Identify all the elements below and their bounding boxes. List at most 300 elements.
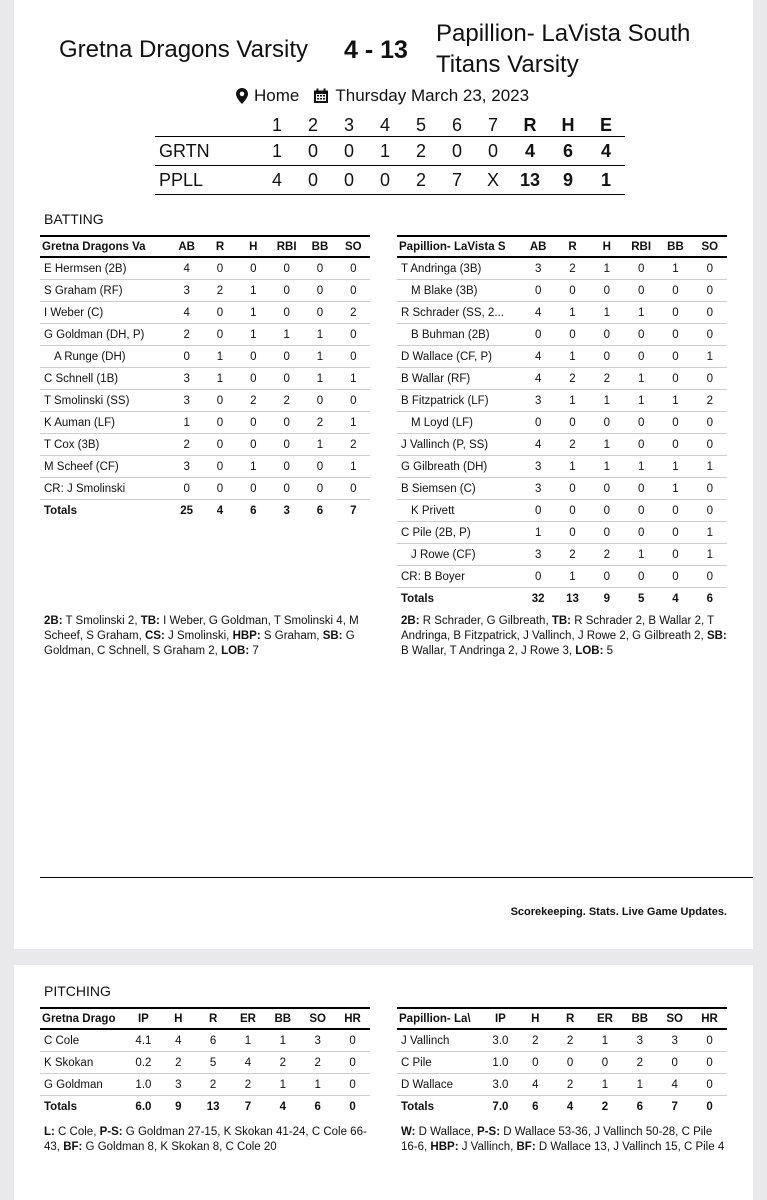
stat-cell: 4 [521,368,555,390]
stat-column-header[interactable]: SO [657,1008,692,1029]
stat-cell: 1 [555,456,589,478]
stat-cell: 1 [590,456,624,478]
stat-column-header[interactable]: R [555,236,589,257]
player-name[interactable]: G Goldman (DH, P) [40,324,170,346]
stat-cell: 2 [203,280,236,302]
totals-cell: 25 [180,504,194,517]
player-name[interactable]: T Cox (3B) [40,434,170,456]
note-value: J Smolinski, [164,630,233,642]
stat-cell: 0 [303,257,336,280]
stat-cell: 2 [300,1052,335,1074]
stat-cell: 3 [170,280,203,302]
player-name[interactable]: G Goldman [40,1074,126,1096]
player-name[interactable]: B Siemsen (C) [397,478,521,500]
note-key: 2B: [401,615,420,627]
stat-cell: 0 [521,324,555,346]
stat-cell: 4 [161,1029,196,1052]
stat-cell: 0 [303,390,336,412]
stat-cell: 1 [590,302,624,324]
player-name[interactable]: J Rowe (CF) [397,544,521,566]
totals-row [397,1096,727,1118]
player-row[interactable] [40,456,370,478]
player-row[interactable] [397,257,727,280]
linescore-team-header [155,114,259,137]
stat-cell: 0 [337,324,370,346]
stat-cell: 0 [693,257,727,280]
note-value: I Weber, G Goldman, T Smolinski 4, M Scheef, S Graham, [44,615,359,642]
stat-cell: 4 [521,434,555,456]
stat-cell: 1 [203,368,236,390]
stat-cell: 0 [658,544,692,566]
stat-column-header[interactable]: H [237,236,270,257]
stat-cell: 1 [237,302,270,324]
linescore-col-header: 6 [451,114,462,135]
player-name[interactable]: B Buhman (2B) [397,324,521,346]
stat-column-header[interactable]: BB [265,1008,300,1029]
linescore-inning-cell: 0 [331,137,367,166]
player-name[interactable]: C Pile (2B, P) [397,522,521,544]
note-value: B Wallar, T Andringa 2, J Rowe 3, [401,645,576,657]
stat-cell: 0 [658,500,692,522]
stat-cell: 0 [555,324,589,346]
linescore-h-cell: 9 [549,166,587,195]
stat-cell: 1.0 [126,1074,161,1096]
player-row[interactable] [40,1074,370,1096]
batting-notes-away [401,614,731,659]
player-row[interactable] [397,390,727,412]
away-team-name[interactable]: Papillion- LaVista South Titans Varsity [436,20,691,78]
stat-cell: 3 [170,390,203,412]
player-row[interactable] [397,500,727,522]
game-meta [236,86,529,106]
stat-cell: 2 [518,1029,553,1052]
linescore-col-header: 5 [415,114,426,135]
stat-cell: 0 [590,324,624,346]
stat-cell: 0 [624,434,658,456]
stat-cell: 1 [270,324,303,346]
stat-cell: 1 [588,1074,623,1096]
player-name[interactable]: B Wallar (RF) [397,368,521,390]
player-name[interactable]: E Hermsen (2B) [40,257,170,280]
stat-cell: 1 [555,346,589,368]
stat-cell: 0 [270,478,303,500]
totals-cell: 6 [532,1100,539,1113]
stat-cell: 3 [521,478,555,500]
stat-cell: 0 [237,257,270,280]
stat-column-header[interactable]: ER [231,1008,266,1029]
linescore-col-header: 2 [307,114,318,135]
linescore-inning-cell: 2 [403,166,439,195]
player-name[interactable]: C Cole [40,1029,126,1052]
player-name[interactable]: D Wallace [397,1074,483,1096]
stat-cell: 0 [590,412,624,434]
linescore-inning-cell: 1 [367,137,403,166]
stat-cell: 0 [335,1052,370,1074]
totals-cell: 6 [314,1100,321,1113]
stat-column-header[interactable]: AB [521,236,555,257]
stat-cell: 1 [624,456,658,478]
stat-cell: 0 [237,478,270,500]
stat-cell: 0 [590,522,624,544]
stat-cell: 0 [555,280,589,302]
note-value: D Wallace, [415,1126,478,1138]
linescore-e-cell: 1 [587,166,625,195]
stat-cell: 3 [521,390,555,412]
player-row[interactable] [40,324,370,346]
calendar-icon [313,88,329,104]
stat-column-header[interactable]: SO [337,236,370,257]
stat-cell: 0 [658,324,692,346]
player-row[interactable] [397,522,727,544]
player-row[interactable] [40,302,370,324]
totals-cell: 3 [283,504,290,517]
stat-column-header[interactable]: ER [588,1008,623,1029]
stat-cell: 2 [270,390,303,412]
pitching-notes-away [401,1125,731,1155]
stat-cell: 5 [196,1052,231,1074]
player-row[interactable] [40,346,370,368]
stat-cell: 0 [692,1074,727,1096]
stat-cell: 1 [303,434,336,456]
player-name[interactable]: K Skokan [40,1052,126,1074]
stat-cell: 1 [658,456,692,478]
stat-cell: 0 [203,324,236,346]
player-row[interactable] [40,1029,370,1052]
stat-cell: 1 [303,346,336,368]
stat-cell: 0 [624,478,658,500]
note-key: 2B: [44,615,63,627]
stat-column-header[interactable]: H [590,236,624,257]
totals-cell: 6 [250,504,257,517]
team-column-header[interactable]: Gretna Dragons Va [40,236,170,257]
note-key: BF: [516,1141,536,1153]
stat-cell: 1 [203,346,236,368]
stat-column-header[interactable]: HR [335,1008,370,1029]
linescore-col-header: R [523,114,537,135]
linescore-team[interactable]: PPLL [155,166,259,195]
player-row[interactable] [40,434,370,456]
player-name[interactable]: B Fitzpatrick (LF) [397,390,521,412]
stat-cell: 0 [203,478,236,500]
stat-cell: 0.2 [126,1052,161,1074]
player-name[interactable]: M Scheef (CF) [40,456,170,478]
note-key: TB: [140,615,160,627]
player-row[interactable] [397,412,727,434]
stat-column-header[interactable]: IP [483,1008,518,1029]
linescore-inning-cell: 0 [475,137,511,166]
totals-cell: 6 [316,504,324,517]
stat-cell: 0 [658,346,692,368]
totals-cell: 4 [672,592,679,605]
stat-cell: 1 [265,1074,300,1096]
stat-cell: 0 [270,257,303,280]
note-key: SB: [322,630,343,642]
stat-cell: 0 [555,412,589,434]
pitching-notes-home [44,1125,374,1155]
totals-label: Totals [44,504,78,517]
player-row[interactable] [397,566,727,588]
stat-cell: 0 [624,500,658,522]
totals-cell: 9 [603,592,611,605]
stat-cell: 0 [521,280,555,302]
player-row[interactable] [397,1052,727,1074]
linescore-inning-cell: 1 [259,137,295,166]
stat-cell: 0 [658,434,692,456]
stat-column-header[interactable]: R [553,1008,588,1029]
stat-cell: 0 [553,1052,588,1074]
stat-column-header[interactable]: IP [126,1008,161,1029]
totals-label: Totals [44,1100,78,1113]
stat-cell: 0 [203,390,236,412]
stat-column-header[interactable]: H [161,1008,196,1029]
stat-cell: 2 [170,324,203,346]
stat-cell: 0 [590,478,624,500]
stat-cell: 1 [658,478,692,500]
stat-cell: 1 [624,302,658,324]
linescore-inning-cell: 4 [259,166,295,195]
linescore-inning-cell: 0 [331,166,367,195]
home-team-name[interactable]: Gretna Dragons Varsity [59,36,308,63]
stat-column-header[interactable]: SO [693,236,727,257]
stat-cell: 4 [170,302,203,324]
player-row[interactable] [397,280,727,302]
linescore-team[interactable]: GRTN [155,137,259,166]
player-name[interactable]: I Weber (C) [40,302,170,324]
stat-column-header[interactable]: H [518,1008,553,1029]
stat-cell: 0 [335,1074,370,1096]
player-name[interactable]: K Privett [397,500,521,522]
player-name[interactable]: J Vallinch [397,1029,483,1052]
stat-cell: 2 [555,544,589,566]
stat-cell: 0 [658,522,692,544]
stat-cell: 0 [693,412,727,434]
player-name[interactable]: M Loyd (LF) [397,412,521,434]
player-row[interactable] [40,257,370,280]
player-name[interactable]: R Schrader (SS, 2... [397,302,521,324]
stat-cell: 0 [658,280,692,302]
stat-cell: 0 [237,412,270,434]
stat-cell: 0 [337,346,370,368]
player-row[interactable] [397,456,727,478]
player-row[interactable] [40,280,370,302]
stat-cell: 0 [203,257,236,280]
linescore-col-header: 1 [271,114,282,135]
pitching-section-label: PITCHING [44,983,111,999]
stat-cell: 0 [270,302,303,324]
stat-cell: 1 [693,522,727,544]
player-name[interactable]: K Auman (LF) [40,412,170,434]
batting-table-home [40,235,370,521]
player-name[interactable]: A Runge (DH) [40,346,170,368]
stat-cell: 0 [337,257,370,280]
stat-cell: 0 [590,346,624,368]
stat-cell: 1 [590,390,624,412]
player-row[interactable] [397,346,727,368]
totals-cell: 0 [706,1100,713,1113]
linescore-table [155,114,625,195]
stat-cell: 1 [624,368,658,390]
team-column-header[interactable]: Papillion- LaVista S [397,236,521,257]
stat-cell: 1 [521,522,555,544]
stat-column-header[interactable]: BB [622,1008,657,1029]
stat-column-header[interactable]: SO [300,1008,335,1029]
stat-cell: 0 [590,500,624,522]
stat-cell: 0 [270,412,303,434]
linescore-row [155,166,625,195]
stat-cell: 3.0 [483,1074,518,1096]
player-name[interactable]: T Smolinski (SS) [40,390,170,412]
player-name[interactable]: C Schnell (1B) [40,368,170,390]
player-row[interactable] [40,412,370,434]
player-row[interactable] [397,324,727,346]
totals-cell: 2 [601,1100,609,1113]
note-value: T Smolinski 2, [62,615,141,627]
player-name[interactable]: CR: B Boyer [397,566,521,588]
note-value: R Schrader, G Gilbreath, [419,615,552,627]
totals-cell: 13 [206,1100,220,1113]
stat-cell: 0 [270,280,303,302]
stat-cell: 0 [693,434,727,456]
stat-cell: 0 [693,368,727,390]
note-key: TB: [551,615,572,627]
stat-cell: 1 [337,456,370,478]
note-value: G Goldman 8, K Skokan 8, C Cole 20 [82,1141,277,1153]
pitching-table-away [397,1007,727,1117]
stat-cell: 0 [555,500,589,522]
stat-cell: 0 [693,324,727,346]
player-row[interactable] [40,390,370,412]
note-value: G Goldman 27-15, K Skokan 41-24, C Cole 66-43, [44,1126,367,1153]
player-row[interactable] [397,478,727,500]
stat-cell: 1 [300,1074,335,1096]
totals-label: Totals [401,592,435,605]
stat-cell: 0 [203,412,236,434]
stat-cell: 0 [337,280,370,302]
stat-cell: 0 [337,390,370,412]
player-row[interactable] [40,1052,370,1074]
stat-column-header[interactable]: RBI [270,236,303,257]
stat-cell: 0 [555,522,589,544]
linescore-inning-cell: 0 [367,166,403,195]
stat-cell: 0 [693,302,727,324]
player-row[interactable] [397,1074,727,1096]
note-key: HBP: [232,630,261,642]
note-key: BF: [63,1141,83,1153]
stat-cell: 1 [170,412,203,434]
player-row[interactable] [397,368,727,390]
note-key: P-S: [99,1126,123,1138]
player-row[interactable] [397,434,727,456]
stat-column-header[interactable]: BB [658,236,692,257]
stat-cell: 0 [624,566,658,588]
note-value: D Wallace 53-36, J Vallinch 50-28, C Pile 16-6, [401,1126,713,1153]
stat-cell: 2 [693,390,727,412]
linescore-inning-cell: 7 [439,166,475,195]
stat-cell: 0 [237,346,270,368]
player-row[interactable] [397,544,727,566]
stat-cell: 1 [624,544,658,566]
note-value: J Vallinch, [458,1141,517,1153]
stat-cell: 2 [337,302,370,324]
note-key: HBP: [430,1141,459,1153]
player-name[interactable]: M Blake (3B) [397,280,521,302]
stat-cell: 4.1 [126,1029,161,1052]
totals-cell: 4 [279,1100,286,1113]
player-row[interactable] [40,368,370,390]
stat-cell: 6 [196,1029,231,1052]
note-key: CS: [145,630,165,642]
totals-row [40,1096,370,1118]
stat-header-row [40,236,370,257]
stat-header-row [397,236,727,257]
stat-column-header[interactable]: R [203,236,236,257]
player-name[interactable]: J Vallinch (P, SS) [397,434,521,456]
stat-cell: 2 [555,368,589,390]
note-value: 5 [603,645,613,657]
player-name[interactable]: S Graham (RF) [40,280,170,302]
stat-column-header[interactable]: R [196,1008,231,1029]
batting-section-label: BATTING [44,211,104,227]
stat-column-header[interactable]: BB [303,236,336,257]
stat-cell: 4 [518,1074,553,1096]
note-value: G Goldman, C Schnell, S Graham 2, [44,630,355,657]
stat-cell: 0 [693,566,727,588]
stat-cell: 1 [237,324,270,346]
stat-column-header[interactable]: RBI [624,236,658,257]
team-column-header[interactable]: Gretna Drago [40,1008,126,1029]
player-name[interactable]: G Gilbreath (DH) [397,456,521,478]
totals-cell: 7 [350,504,357,517]
player-name[interactable]: C Pile [397,1052,483,1074]
totals-cell: 4 [216,504,224,517]
linescore-header-row [155,114,625,137]
stat-cell: 1 [658,390,692,412]
player-name[interactable]: D Wallace (CF, P) [397,346,521,368]
stat-cell: 1 [337,368,370,390]
note-key: LOB: [575,645,604,657]
team-column-header[interactable]: Papillion- La\ [397,1008,483,1029]
totals-cell: 13 [566,592,579,605]
stat-cell: 0 [270,456,303,478]
stat-cell: 4 [231,1052,266,1074]
totals-cell: 32 [531,592,545,605]
totals-label: Totals [401,1100,435,1113]
stat-cell: 1 [693,346,727,368]
final-score: 4 - 13 [344,36,408,64]
totals-cell: 5 [637,592,645,605]
stat-cell: 0 [693,500,727,522]
linescore-inning-cell: 2 [403,137,439,166]
linescore-col-header: 4 [379,114,390,135]
player-name[interactable]: CR: J Smolinski [40,478,170,500]
stat-cell: 0 [170,478,203,500]
player-row[interactable] [397,1029,727,1052]
player-row[interactable] [397,302,727,324]
stat-cell: 1 [590,434,624,456]
totals-cell: 0 [349,1100,356,1113]
game-location: Home [254,86,300,105]
stat-column-header[interactable]: HR [692,1008,727,1029]
stat-cell: 0 [270,346,303,368]
stat-column-header[interactable]: AB [170,236,203,257]
player-name[interactable]: T Andringa (3B) [397,257,521,280]
stat-cell: 0 [203,456,236,478]
player-row[interactable] [40,478,370,500]
note-value: R Schrader 2, B Wallar 2, T Andringa, B Fitzpatrick, J Vallinch, J Rowe 2, G Gilbreath 2, [401,615,714,642]
note-value: 7 [249,645,259,657]
stat-cell: 0 [658,302,692,324]
stat-cell: 0 [203,434,236,456]
